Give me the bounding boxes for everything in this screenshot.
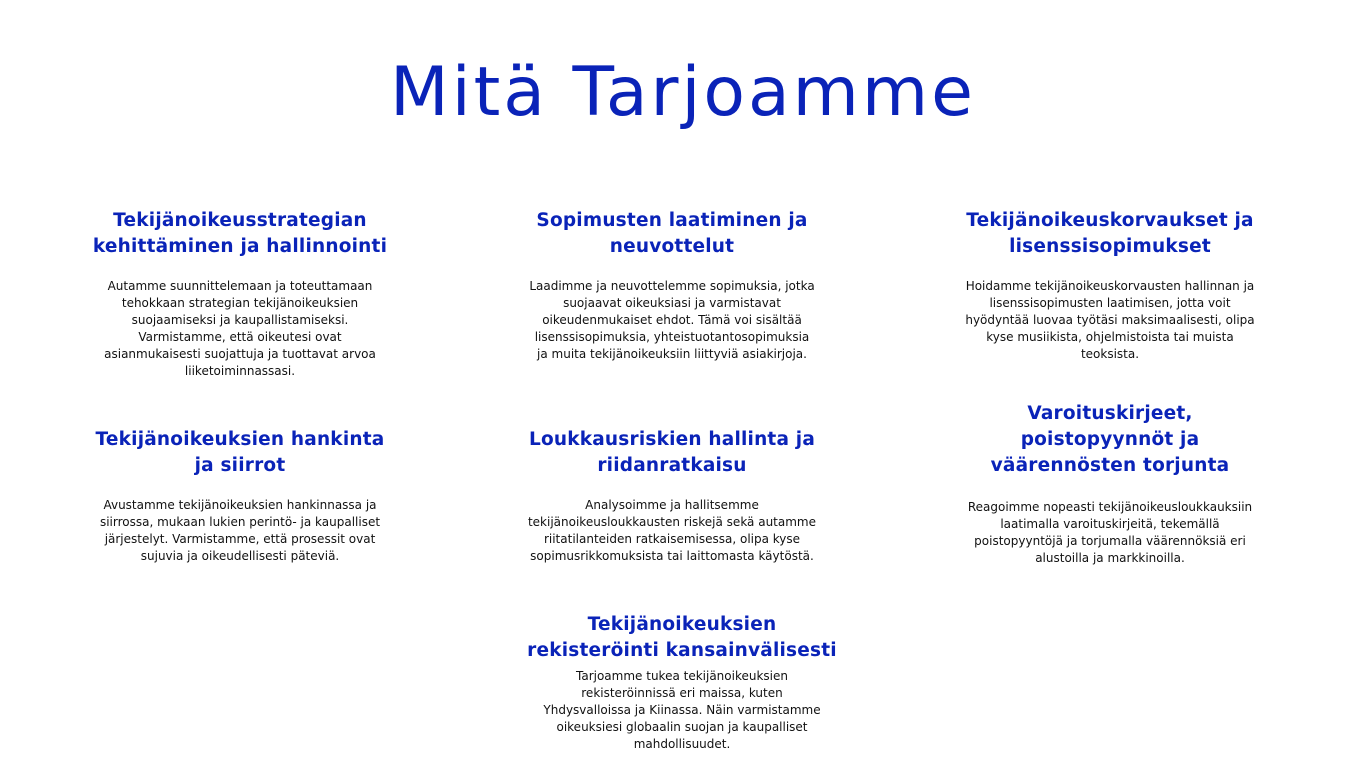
service-description-line: Tarjoamme tukea tekijänoikeuksien bbox=[576, 669, 788, 683]
service-description-line: Yhdysvalloissa ja Kiinassa. Näin varmistamme bbox=[543, 703, 821, 717]
service-title bbox=[950, 208, 1270, 260]
service-title-line: väärennösten torjunta bbox=[990, 455, 1230, 476]
service-title-line: poistopyynnöt ja bbox=[1020, 429, 1200, 450]
service-description-line: suojaavat oikeuksiasi ja varmistavat bbox=[563, 296, 781, 310]
service-description-line: tehokkaan strategian tekijänoikeuksien bbox=[121, 296, 359, 310]
service-title-line: ja siirrot bbox=[194, 455, 286, 476]
service-description-line: suojaamiseksi ja kaupallistamiseksi. bbox=[131, 313, 349, 327]
service-title-line: Tekijänoikeusstrategian bbox=[113, 210, 367, 231]
service-description-line: lisenssisopimuksia, yhteistuotantosopimuksia bbox=[534, 330, 810, 344]
service-description-line: rekisteröinnissä eri maissa, kuten bbox=[581, 686, 783, 700]
service-title-line: Tekijänoikeuskorvaukset ja bbox=[966, 210, 1254, 231]
service-description-line: lisenssisopimusten laatimisen, jotta voit bbox=[989, 296, 1231, 310]
service-description-line: oikeuksiesi globaalin suojan ja kaupalliset bbox=[556, 720, 808, 734]
service-card-warning-letters-takedowns bbox=[950, 401, 1270, 567]
service-card-contracts bbox=[512, 208, 832, 363]
service-title bbox=[512, 427, 832, 479]
service-title-line: kehittäminen ja hallinnointi bbox=[92, 236, 388, 257]
service-title-line: lisenssisopimukset bbox=[1009, 236, 1211, 257]
service-card-infringement-disputes bbox=[512, 427, 832, 565]
service-title bbox=[950, 401, 1270, 479]
service-card-international-registration bbox=[512, 612, 852, 753]
service-card-copyright-strategy bbox=[80, 208, 400, 380]
service-description bbox=[960, 499, 1260, 567]
service-description-line: Laadimme ja neuvottelemme sopimuksia, jotka bbox=[529, 279, 815, 293]
service-description-line: hyödyntää luovaa työtäsi maksimaalisesti, olipa bbox=[965, 313, 1255, 327]
service-description bbox=[522, 497, 822, 565]
service-description-line: teoksista. bbox=[1080, 347, 1140, 361]
service-description-line: mahdollisuudet. bbox=[633, 737, 731, 751]
service-description-line: siirrossa, mukaan lukien perintö- ja kaupalliset bbox=[99, 515, 381, 529]
service-title bbox=[512, 612, 852, 664]
service-title-line: riidanratkaisu bbox=[597, 455, 747, 476]
service-card-royalties-licensing bbox=[950, 208, 1270, 363]
service-description-line: Hoidamme tekijänoikeuskorvausten hallinnan ja bbox=[965, 279, 1255, 293]
service-card-acquisitions-transfers bbox=[80, 427, 400, 565]
service-title-line: Tekijänoikeuksien hankinta bbox=[95, 429, 385, 450]
service-description-line: Reagoimme nopeasti tekijänoikeusloukkauksiin bbox=[967, 500, 1253, 514]
service-description-line: liiketoiminnassasi. bbox=[184, 364, 296, 378]
service-description-line: alustoilla ja markkinoilla. bbox=[1035, 551, 1185, 565]
service-description bbox=[522, 278, 822, 363]
service-description-line: Varmistamme, että oikeutesi ovat bbox=[138, 330, 342, 344]
service-title-line: rekisteröinti kansainvälisesti bbox=[527, 640, 837, 661]
service-description bbox=[90, 497, 390, 565]
service-title-line: Loukkausriskien hallinta ja bbox=[528, 429, 816, 450]
service-title bbox=[512, 208, 832, 260]
page-title: Mitä Tarjoamme bbox=[390, 53, 976, 132]
service-title-line: neuvottelut bbox=[609, 236, 735, 257]
service-description-line: järjestelyt. Varmistamme, että prosessit ovat bbox=[104, 532, 376, 546]
service-title-line: Tekijänoikeuksien bbox=[587, 614, 777, 635]
service-description-line: sopimusrikkomuksista tai laittomasta käytöstä. bbox=[530, 549, 814, 563]
service-description bbox=[90, 278, 390, 380]
service-description-line: Autamme suunnittelemaan ja toteuttamaan bbox=[107, 279, 373, 293]
service-title-line: Sopimusten laatiminen ja bbox=[536, 210, 808, 231]
service-description-line: poistopyyntöjä ja torjumalla väärennöksiä eri bbox=[974, 534, 1246, 548]
service-description bbox=[527, 668, 837, 753]
service-title bbox=[80, 427, 400, 479]
service-description-line: laatimalla varoituskirjeitä, tekemällä bbox=[1000, 517, 1220, 531]
service-title bbox=[80, 208, 400, 260]
service-description-line: Avustamme tekijänoikeuksien hankinnassa ja bbox=[103, 498, 377, 512]
service-description-line: Analysoimme ja hallitsemme bbox=[585, 498, 759, 512]
service-description-line: tekijänoikeusloukkausten riskejä sekä autamme bbox=[527, 515, 817, 529]
service-description-line: asianmukaisesti suojattuja ja tuottavat arvoa bbox=[104, 347, 376, 361]
service-description-line: ja muita tekijänoikeuksiin liittyviä asiakirjoja. bbox=[537, 347, 807, 361]
service-description-line: sujuvia ja oikeudellisesti päteviä. bbox=[140, 549, 340, 563]
service-description-line: oikeudenmukaiset ehdot. Tämä voi sisältää bbox=[542, 313, 802, 327]
service-description bbox=[960, 278, 1260, 363]
service-description-line: kyse musiikista, ohjelmistoista tai muista bbox=[986, 330, 1234, 344]
service-title-line: Varoituskirjeet, bbox=[1027, 403, 1193, 424]
service-description-line: riitatilanteiden ratkaisemisessa, olipa kyse bbox=[543, 532, 801, 546]
